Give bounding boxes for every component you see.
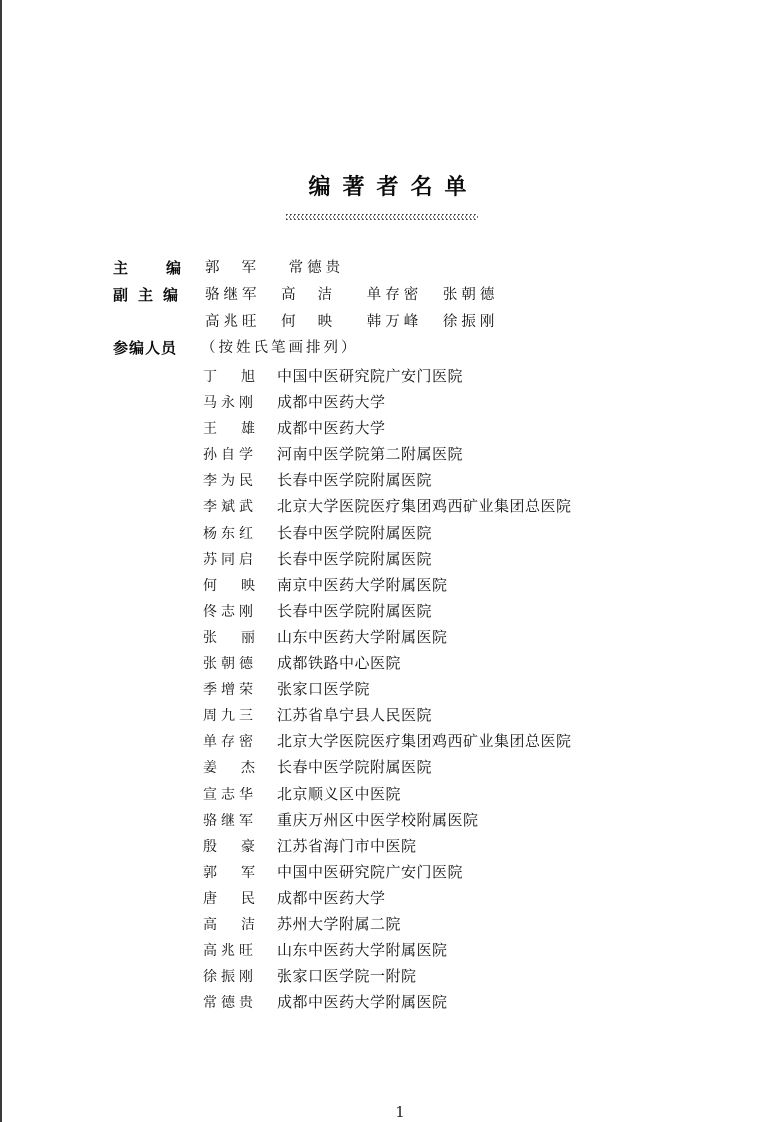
member-affiliation: 中国中医研究院广安门医院 [277,862,464,881]
member-name: 常德贵 [203,995,257,1012]
contributors-label: 参编人员 [113,339,178,357]
list-item [203,676,572,702]
member-affiliation: 中国中医研究院广安门医院 [277,367,464,385]
editor-name: 张朝德 [442,287,499,303]
member-name: 马永刚 [203,395,257,412]
list-item [203,546,572,572]
member-name: 高兆旺 [203,943,257,960]
deputy-editor-names-1 [205,284,514,306]
member-affiliation: 长春中医学院附属医院 [277,549,433,568]
list-item [203,363,572,389]
editor-name: 高兆旺 [205,314,261,330]
editor-name: 何映 [281,314,355,330]
member-affiliation: 长春中医学院附属医院 [277,471,433,490]
member-name: 苏同启 [203,551,257,568]
member-name: 何映 [203,577,279,594]
member-name: 周九三 [203,708,257,725]
list-item [203,389,572,415]
member-affiliation: 山东中医药大学附属医院 [277,941,448,960]
chief-editor-label: 主编 [113,259,220,277]
member-name: 张朝德 [203,656,257,673]
member-affiliation: 长春中医学院附属医院 [277,758,433,777]
list-item [203,989,572,1015]
page-left-edge [0,0,2,1122]
list-item [203,754,572,780]
member-affiliation: 河南中医学院第二附属医院 [277,445,464,464]
member-affiliation: 长春中医学院附属医院 [277,601,433,620]
editor-name: 韩万峰 [366,314,423,330]
editor-name: 高洁 [281,287,355,303]
member-name: 王雄 [203,421,279,438]
contributors-sort-note: （按姓氏笔画排列） [201,340,359,356]
list-item [203,911,572,937]
member-name: 单存密 [203,734,257,751]
list-item [203,493,572,519]
member-name: 宣志华 [203,786,257,803]
member-name: 徐振刚 [203,969,257,986]
member-affiliation: 南京中医药大学附属医院 [277,575,448,594]
list-item [203,702,572,728]
member-name: 骆继军 [203,812,257,829]
page-number: 1 [395,1103,405,1121]
member-name: 唐民 [203,890,279,907]
editor-name: 郭军 [205,260,278,276]
member-affiliation: 江苏省海门市中医院 [277,836,417,855]
member-name: 姜杰 [203,760,279,777]
list-item [203,598,572,624]
member-affiliation: 成都中医药大学 [277,419,386,438]
member-affiliation: 北京大学医院医疗集团鸡西矿业集团总医院 [277,497,572,516]
list-item [203,520,572,546]
list-item [203,963,572,989]
member-name: 孙自学 [203,447,257,464]
member-name: 佟志刚 [203,603,257,620]
member-affiliation: 成都中医药大学 [277,888,386,907]
member-affiliation: 成都中医药大学 [277,393,386,412]
title-decorative-divider [286,214,478,220]
deputy-editor-names-2 [205,311,514,333]
contributor-list [203,363,572,1015]
list-item [203,937,572,963]
member-name: 郭军 [203,864,279,881]
member-name: 高洁 [203,916,279,933]
member-name: 张丽 [203,629,279,646]
member-name: 丁旭 [203,369,279,385]
member-affiliation: 成都铁路中心医院 [277,654,402,673]
member-name: 李为民 [203,473,257,490]
editor-name: 徐振刚 [442,314,499,330]
member-name: 李斌武 [203,499,257,516]
list-item [203,441,572,467]
member-affiliation: 北京顺义区中医院 [277,784,402,803]
chief-editor-names [205,257,360,279]
list-item [203,807,572,833]
member-affiliation: 张家口医学院一附院 [277,967,417,986]
editor-name: 单存密 [366,287,423,303]
member-affiliation: 张家口医学院 [277,680,371,699]
member-affiliation: 苏州大学附属二院 [277,914,402,933]
list-item [203,624,572,650]
list-item [203,885,572,911]
member-name: 殷豪 [203,838,279,855]
list-item [203,833,572,859]
list-item [203,415,572,441]
list-item [203,572,572,598]
member-affiliation: 成都中医药大学附属医院 [277,993,448,1012]
page-title: 编著者名单 [308,175,479,200]
list-item [203,728,572,754]
list-item [203,467,572,493]
member-affiliation: 重庆万州区中医学校附属医院 [277,810,479,829]
editor-name: 常德贵 [288,260,345,276]
member-affiliation: 山东中医药大学附属医院 [277,627,448,646]
list-item [203,650,572,676]
editor-name: 骆继军 [205,287,261,303]
list-item [203,781,572,807]
member-affiliation: 北京大学医院医疗集团鸡西矿业集团总医院 [277,732,572,751]
member-affiliation: 长春中医学院附属医院 [277,523,433,542]
member-affiliation: 江苏省阜宁县人民医院 [277,706,433,725]
deputy-editor-label: 副主编 [113,286,189,304]
list-item [203,859,572,885]
member-name: 季增荣 [203,682,257,699]
member-name: 杨东红 [203,525,257,542]
